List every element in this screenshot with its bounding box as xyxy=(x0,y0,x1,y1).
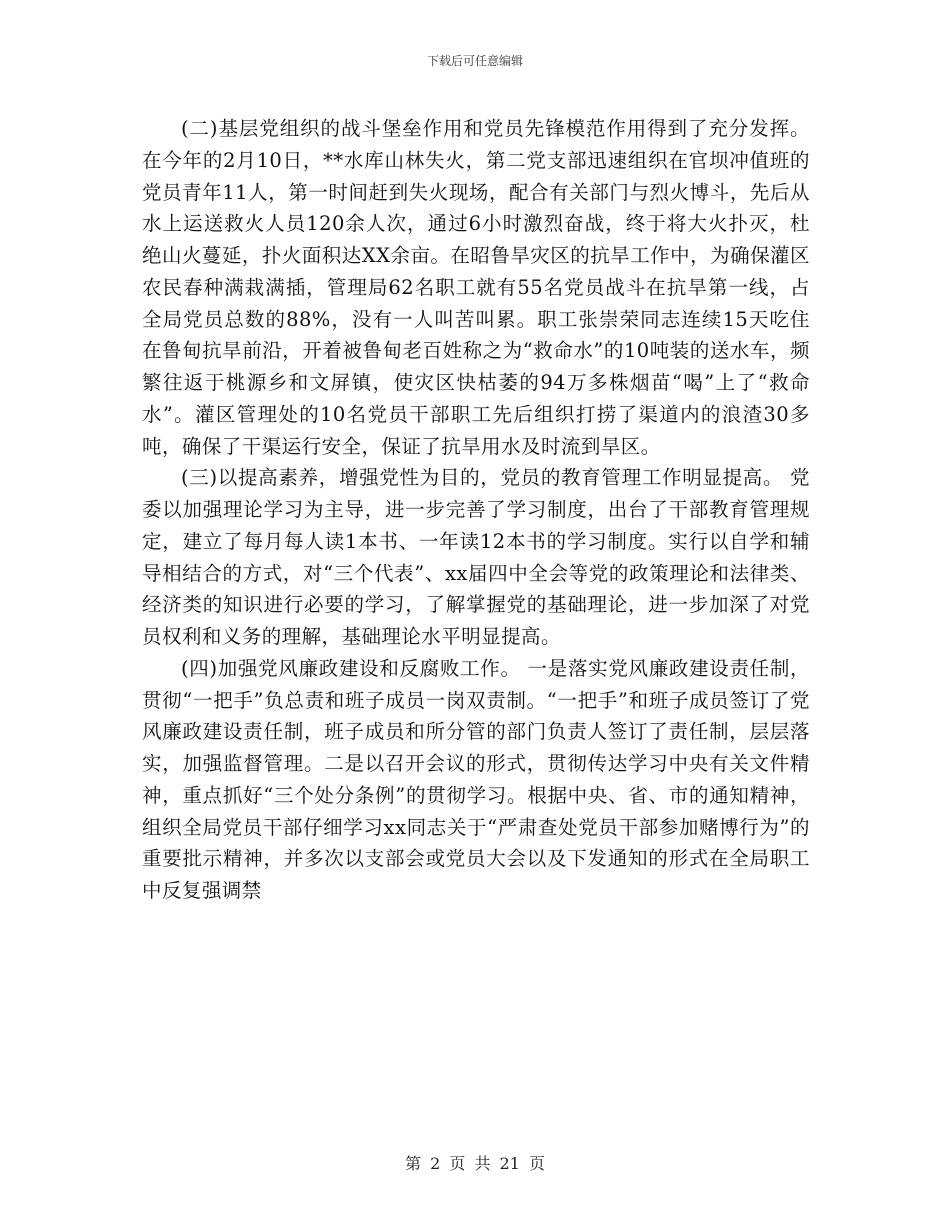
document-body xyxy=(142,113,810,907)
paragraph-education-management: (三)以提高素养，增强党性为目的，党员的教育管理工作明显提高。 党委以加强理论学习为主导，进一步完善了学习制度，出台了干部教育管理规定，建立了每月每人读1本书、一年读12本书的学习制度。实行以自学和辅导相结合的方式，对“三个代表”、xx届四中全会等党的政策理论和法律类、经济类的知识进行必要的学习，了解掌握党的基础理论，进一步加深了对党员权利和义务的理解，基础理论水平明显提高。 xyxy=(142,466,810,648)
paragraph-anti-corruption: (四)加强党风廉政建设和反腐败工作。 一是落实党风廉政建设责任制，贯彻“一把手”负总责和班子成员一岗双责制。“一把手”和班子成员签订了党风廉政建设责任制，班子成员和所分管的部门负责人签订了责任制，层层落实，加强监督管理。二是以召开会议的形式，贯彻传达学习中央有关文件精神，重点抓好“三个处分条例”的贯彻学习。根据中央、省、市的通知精神，组织全局党员干部仔细学习xx同志关于“严肃查处党员干部参加赌博行为”的重要批示精神，并多次以支部会或党员大会以及下发通知的形式在全局职工中反复强调禁 xyxy=(142,656,810,902)
page-number-footer: 第 2 页 共 21 页 xyxy=(405,1154,545,1173)
paragraph-party-organizations: (二)基层党组织的战斗堡垒作用和党员先锋模范作用得到了充分发挥。 在今年的2月10日，**水库山林失火，第二党支部迅速组织在官坝冲值班的党员青年11人，第一时间赶到失火现场，配合有关部门与烈火博斗，先后从水上运送救火人员120余人次，通过6小时激烈奋战，终于将大火扑灭，杜绝山火蔓延，扑火面积达XX余亩。在昭鲁旱灾区的抗旱工作中，为确保灌区农民春种满栽满插，管理局62名职工就有55名党员战斗在抗旱第一线，占全局党员总数的88%，没有一人叫苦叫累。职工张崇荣同志连续15天吃住在鲁甸抗旱前沿，开着被鲁甸老百姓称之为“救命水”的10吨装的送水车，频繁往返于桃源乡和文屏镇，使灾区快枯萎的94万多株烟苗“喝”上了“救命水”。灌区管理处的10名党员干部职工先后组织打捞了渠道内的浪渣30多吨，确保了干渠运行安全，保证了抗旱用水及时流到旱区。 xyxy=(142,117,810,458)
page-header: 下载后可任意编辑 xyxy=(426,54,523,68)
